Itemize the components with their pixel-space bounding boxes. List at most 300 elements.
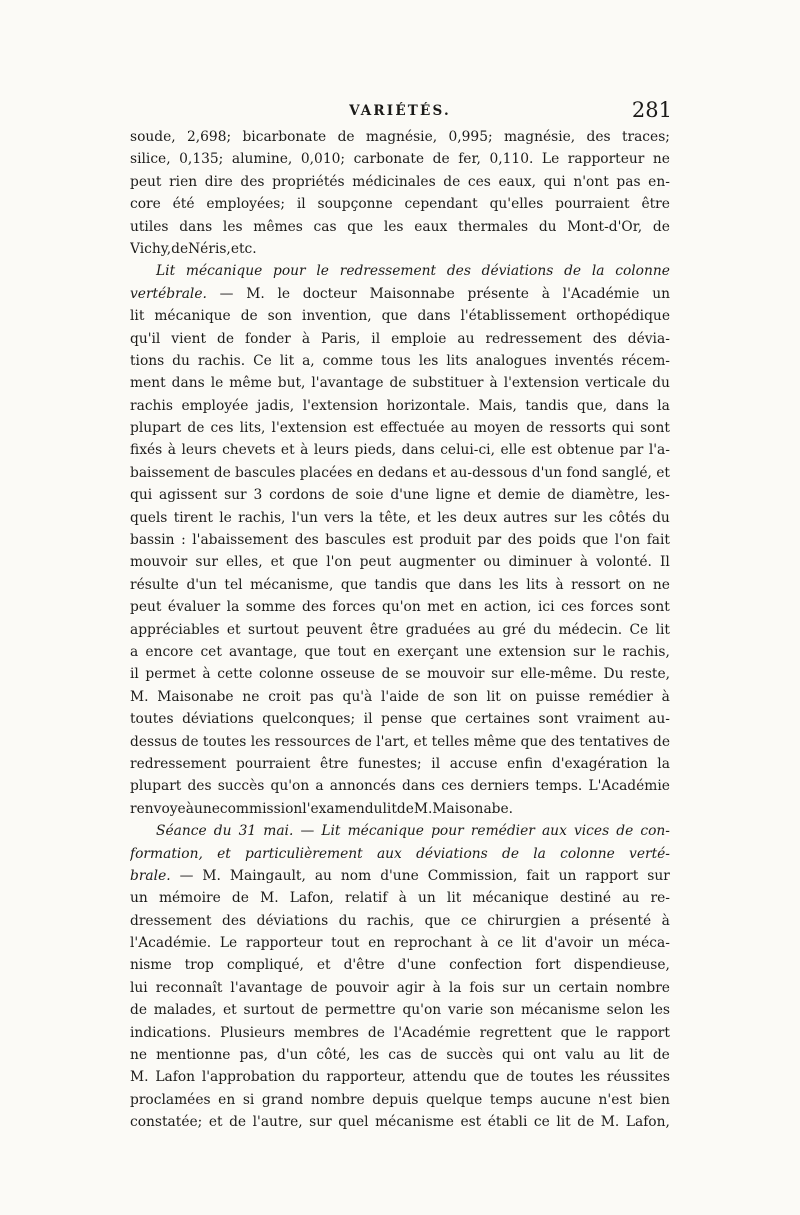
word: agissent xyxy=(158,487,218,504)
italic-word: aux xyxy=(376,845,402,862)
word: que xyxy=(424,912,451,929)
word: 0,010; xyxy=(300,151,346,168)
word: sur xyxy=(224,487,247,504)
word: permet xyxy=(145,666,196,683)
word: présente xyxy=(467,285,529,302)
word: mécanisme xyxy=(521,1002,600,1019)
italic-word: du xyxy=(213,823,232,840)
word: est xyxy=(353,420,374,437)
word: il xyxy=(371,330,381,347)
word: lit xyxy=(655,621,670,638)
word: d'un xyxy=(276,1047,308,1064)
word: Mont-d'Or, xyxy=(567,218,643,235)
word: dispendieuse, xyxy=(573,957,670,974)
text-line xyxy=(130,686,670,708)
italic-word: de xyxy=(501,845,519,862)
word: de xyxy=(443,173,461,190)
word: graduées xyxy=(405,621,471,638)
italic-word: de xyxy=(616,823,634,840)
word: l'aide xyxy=(381,688,419,705)
word: l'on xyxy=(326,554,352,571)
word: être xyxy=(320,755,349,772)
word: à xyxy=(661,688,670,705)
word: tirent xyxy=(173,509,213,526)
italic-word: mécanique xyxy=(185,263,263,280)
word: fonder xyxy=(244,330,291,347)
word: un xyxy=(652,285,670,302)
word: analogues xyxy=(475,352,547,369)
word: du xyxy=(364,800,383,817)
word: à xyxy=(432,979,441,996)
word: les xyxy=(582,509,603,526)
word: demie xyxy=(497,487,541,504)
word: il xyxy=(296,196,306,213)
word: bascules xyxy=(325,532,386,549)
word: volonté. xyxy=(596,554,652,571)
word: de xyxy=(427,688,445,705)
word: sur xyxy=(554,509,577,526)
word: sont xyxy=(538,711,569,728)
word: des xyxy=(240,173,265,190)
word: des xyxy=(187,778,212,795)
word: lits xyxy=(446,352,468,369)
word: lit xyxy=(556,1114,571,1131)
word: du xyxy=(538,218,557,235)
word: M. xyxy=(130,1069,149,1086)
text-line xyxy=(130,328,670,350)
word: les xyxy=(499,576,519,593)
word: de xyxy=(331,487,349,504)
word: d'avoir xyxy=(544,935,593,952)
text-line xyxy=(130,350,670,372)
text-line xyxy=(130,843,670,865)
italic-word: le xyxy=(316,263,329,280)
word: 3 xyxy=(253,487,263,504)
word: quelque xyxy=(426,1091,483,1108)
text-line xyxy=(130,954,670,976)
text-line xyxy=(130,887,670,909)
word: vers xyxy=(324,509,354,526)
word: but, xyxy=(277,375,306,392)
word: qu'il xyxy=(130,330,161,347)
word: a xyxy=(130,643,139,660)
word: remédier xyxy=(588,688,653,705)
word: Maisonnabe xyxy=(369,285,455,302)
word: que xyxy=(582,532,609,549)
word: l'examen xyxy=(302,800,365,817)
word: établi xyxy=(487,1114,528,1131)
word: ces xyxy=(467,173,491,190)
word: qu'on xyxy=(402,1002,442,1019)
word: lit xyxy=(279,352,295,369)
word: soude, xyxy=(130,129,176,145)
word: mouvoir xyxy=(130,554,188,571)
word: l'on xyxy=(614,532,641,549)
word: que xyxy=(340,576,367,593)
word: une xyxy=(465,643,492,660)
word: de xyxy=(229,1114,247,1131)
word: de xyxy=(420,1047,438,1064)
word: ment xyxy=(130,375,166,392)
word: extension xyxy=(498,643,566,660)
word: les xyxy=(418,352,439,369)
word: peuvent xyxy=(306,621,363,638)
word: effectuée xyxy=(379,420,445,437)
word: dans xyxy=(171,375,205,392)
italic-word: con- xyxy=(640,823,670,840)
word: des xyxy=(507,532,532,549)
word: et xyxy=(316,957,331,974)
word: déviations xyxy=(256,912,329,929)
word: sanglé, xyxy=(601,464,652,481)
word: sur xyxy=(573,643,596,660)
word: alumine, xyxy=(231,151,293,168)
word: à xyxy=(185,800,194,817)
text-line xyxy=(130,820,670,842)
word: tous xyxy=(380,352,411,369)
word: mécanique xyxy=(472,890,549,907)
italic-word: mai. xyxy=(263,823,294,840)
word: grand xyxy=(261,1091,304,1108)
word: reprochant xyxy=(393,935,472,952)
word: des xyxy=(301,599,327,616)
word: les xyxy=(650,1002,670,1019)
word: rachis, xyxy=(238,509,286,526)
word: mêmes xyxy=(253,218,303,235)
word: son xyxy=(453,688,478,705)
word: sur xyxy=(491,666,514,683)
word: d'une xyxy=(390,487,429,504)
word: l'a- xyxy=(648,442,670,459)
word: et xyxy=(656,464,670,481)
word: — xyxy=(300,823,315,840)
word: au xyxy=(450,420,468,437)
word: de xyxy=(181,733,199,750)
word: du xyxy=(338,912,357,929)
word: tête, xyxy=(379,509,411,526)
word: l'art, xyxy=(376,733,410,750)
text-line xyxy=(130,775,670,797)
word: l'Académie. xyxy=(130,935,212,952)
word: funestes; xyxy=(358,755,422,772)
word: etc. xyxy=(230,240,257,257)
word: l'autre, xyxy=(252,1114,303,1131)
word: Le xyxy=(541,151,560,168)
word: magnésie, xyxy=(503,129,576,145)
word: résulte xyxy=(130,576,179,593)
word: a xyxy=(571,912,580,929)
word: agir xyxy=(396,979,425,996)
word: relatif xyxy=(344,890,388,907)
word: de xyxy=(389,375,407,392)
word: mouvoir xyxy=(427,666,485,683)
word: toutes xyxy=(130,711,174,728)
text-line xyxy=(130,462,670,484)
word: à xyxy=(541,285,550,302)
word: que xyxy=(347,218,374,235)
word: que xyxy=(430,711,457,728)
word: n'ont xyxy=(573,173,609,190)
text-line xyxy=(130,395,670,417)
word: à xyxy=(398,890,407,907)
word: derniers xyxy=(470,778,530,795)
word: soie xyxy=(355,487,384,504)
italic-word: brale. xyxy=(130,867,171,884)
word: fait xyxy=(526,867,550,884)
word: ne xyxy=(652,576,670,593)
italic-word: mécanique xyxy=(347,823,424,840)
text-line xyxy=(130,1022,670,1044)
word: verticale xyxy=(585,375,647,392)
word: qui xyxy=(130,487,153,504)
word: eaux, xyxy=(498,173,536,190)
word: lit xyxy=(130,308,145,325)
word: l'établissement xyxy=(460,308,567,325)
word: ce xyxy=(497,935,514,952)
text-line xyxy=(130,1066,670,1088)
italic-word: verté- xyxy=(629,845,670,862)
word: l'Académie xyxy=(562,285,640,302)
word: docteur xyxy=(302,285,357,302)
text-line xyxy=(130,216,670,238)
italic-word: Séance xyxy=(156,823,207,840)
italic-word: aux xyxy=(541,823,567,840)
word: est xyxy=(531,442,552,459)
word: à xyxy=(301,330,311,347)
word: les xyxy=(580,1069,601,1086)
word: attendu xyxy=(412,1069,467,1086)
word: pourraient xyxy=(555,196,630,213)
word: annoncés xyxy=(329,778,396,795)
word: pouvoir xyxy=(335,979,389,996)
word: redressement xyxy=(130,755,227,772)
word: fer, xyxy=(458,151,481,168)
word: cas xyxy=(313,218,337,235)
word: vraiment xyxy=(576,711,640,728)
word: de xyxy=(213,464,231,481)
word: est xyxy=(460,1114,482,1131)
word: Maisonabe. xyxy=(432,800,514,817)
word: dessus xyxy=(130,733,178,750)
word: de xyxy=(130,1002,147,1019)
word: cependant xyxy=(404,196,478,213)
word: placées xyxy=(299,464,353,481)
text-line xyxy=(130,439,670,461)
word: des xyxy=(294,532,319,549)
word: tandis xyxy=(525,397,569,414)
word: son xyxy=(267,308,292,325)
word: réussites xyxy=(606,1069,670,1086)
word: l'extension xyxy=(302,397,379,414)
word: le xyxy=(219,509,232,526)
word: lit xyxy=(382,800,397,817)
word: qu'on xyxy=(382,599,421,616)
word: et xyxy=(417,509,431,526)
text-line xyxy=(130,753,670,775)
word: invention, xyxy=(301,308,372,325)
word: lit xyxy=(446,890,462,907)
word: gré xyxy=(502,621,526,638)
word: Il xyxy=(659,554,670,571)
word: de xyxy=(310,979,328,996)
word: au xyxy=(622,890,640,907)
word: dévia- xyxy=(627,330,670,347)
word: depuis xyxy=(372,1091,419,1108)
word: en- xyxy=(648,173,670,190)
word: elle xyxy=(500,442,526,459)
word: des xyxy=(586,129,611,145)
word: dans xyxy=(402,778,436,795)
word: a xyxy=(315,778,324,795)
word: chirurgien xyxy=(487,912,561,929)
word: Lafon xyxy=(155,1069,196,1086)
word: vient xyxy=(171,330,207,347)
word: qu'elles xyxy=(489,196,544,213)
word: pas xyxy=(616,173,641,190)
word: être xyxy=(369,621,399,638)
word: que xyxy=(520,733,547,750)
word: tout xyxy=(337,643,366,660)
word: d'un xyxy=(531,464,563,481)
word: du xyxy=(301,1069,320,1086)
word: bien xyxy=(639,1091,670,1108)
word: Mais, xyxy=(478,397,517,414)
word: rachis, xyxy=(622,643,670,660)
word: M. xyxy=(130,688,149,705)
word: ou xyxy=(483,554,501,571)
word: de xyxy=(171,240,189,257)
word: en xyxy=(218,1091,236,1108)
word: à xyxy=(489,375,498,392)
word: indications. xyxy=(130,1024,212,1041)
word: redressement xyxy=(485,330,582,347)
text-line xyxy=(130,663,670,685)
italic-word: et xyxy=(217,845,231,862)
word: toutes xyxy=(530,1069,574,1086)
word: par xyxy=(619,442,644,459)
word: dire xyxy=(204,173,233,190)
italic-word: la xyxy=(533,845,546,862)
word: et xyxy=(223,1002,237,1019)
word: un xyxy=(601,935,620,952)
word: croit xyxy=(268,688,301,705)
word: ne xyxy=(130,1047,148,1064)
word: et xyxy=(477,487,492,504)
word: obtenue xyxy=(557,442,615,459)
word: Paris, xyxy=(320,330,361,347)
word: chevets xyxy=(222,442,276,459)
word: pas, xyxy=(239,1047,268,1064)
word: se xyxy=(405,666,421,683)
word: permettre xyxy=(324,1002,396,1019)
word: des xyxy=(592,330,617,347)
word: rien xyxy=(169,173,198,190)
word: plupart xyxy=(130,778,182,795)
word: qui xyxy=(543,173,566,190)
text-line xyxy=(130,641,670,663)
text-line xyxy=(130,596,670,618)
word: lits xyxy=(526,576,548,593)
text-line xyxy=(130,305,670,327)
italic-word: remédier xyxy=(470,823,535,840)
text-line xyxy=(130,932,670,954)
text-line xyxy=(130,260,670,282)
word: à xyxy=(579,554,589,571)
word: — xyxy=(179,867,194,884)
text-line xyxy=(130,798,670,820)
word: Plusieurs xyxy=(220,1024,285,1041)
word: au xyxy=(314,867,332,884)
word: employée xyxy=(181,397,249,414)
word: même xyxy=(473,733,517,750)
word: à xyxy=(480,935,489,952)
word: magnésie, xyxy=(365,129,438,145)
word: dressement xyxy=(130,912,212,929)
word: quelconques; xyxy=(262,711,356,728)
text-line xyxy=(130,619,670,641)
word: les xyxy=(359,1047,380,1064)
word: mémoire xyxy=(158,890,221,907)
word: et xyxy=(432,464,447,481)
word: soupçonne xyxy=(317,196,393,213)
word: de xyxy=(506,1069,524,1086)
word: en xyxy=(460,599,478,616)
word: succès xyxy=(446,1047,493,1064)
italic-word: vertébrale. xyxy=(130,285,207,302)
word: cet xyxy=(200,643,222,660)
body-text xyxy=(130,126,670,1134)
word: des xyxy=(550,733,575,750)
word: les xyxy=(250,733,271,750)
word: pas xyxy=(309,688,334,705)
word: en xyxy=(368,935,386,952)
word: qui xyxy=(611,420,634,437)
word: poids xyxy=(538,532,576,549)
word: telles xyxy=(431,733,470,750)
word: re- xyxy=(650,890,670,907)
word: confection xyxy=(449,957,523,974)
word: au-dessous xyxy=(450,464,528,481)
word: les- xyxy=(645,487,670,504)
word: à xyxy=(300,442,309,459)
italic-word: redressement xyxy=(339,263,437,280)
word: nombre xyxy=(616,979,670,996)
word: moyen xyxy=(473,420,521,437)
word: bascules xyxy=(235,464,296,481)
word: ligne xyxy=(435,487,471,504)
word: à xyxy=(555,576,564,593)
word: surtout xyxy=(243,1002,295,1019)
word: bicarbonate xyxy=(242,129,327,145)
word: que, xyxy=(576,397,608,414)
italic-word: formation, xyxy=(130,845,203,862)
text-line xyxy=(130,731,670,753)
word: ce xyxy=(533,1114,550,1131)
word: du xyxy=(172,352,190,369)
word: que xyxy=(292,554,319,571)
word: les xyxy=(383,218,404,235)
text-line xyxy=(130,708,670,730)
word: selon xyxy=(606,1002,644,1019)
word: core xyxy=(130,196,161,213)
word: le xyxy=(602,643,616,660)
word: et xyxy=(226,621,241,638)
word: destiné xyxy=(560,890,612,907)
word: du xyxy=(533,621,552,638)
word: peut xyxy=(130,599,162,616)
word: orthopédique xyxy=(576,308,670,325)
word: eaux xyxy=(414,218,448,235)
